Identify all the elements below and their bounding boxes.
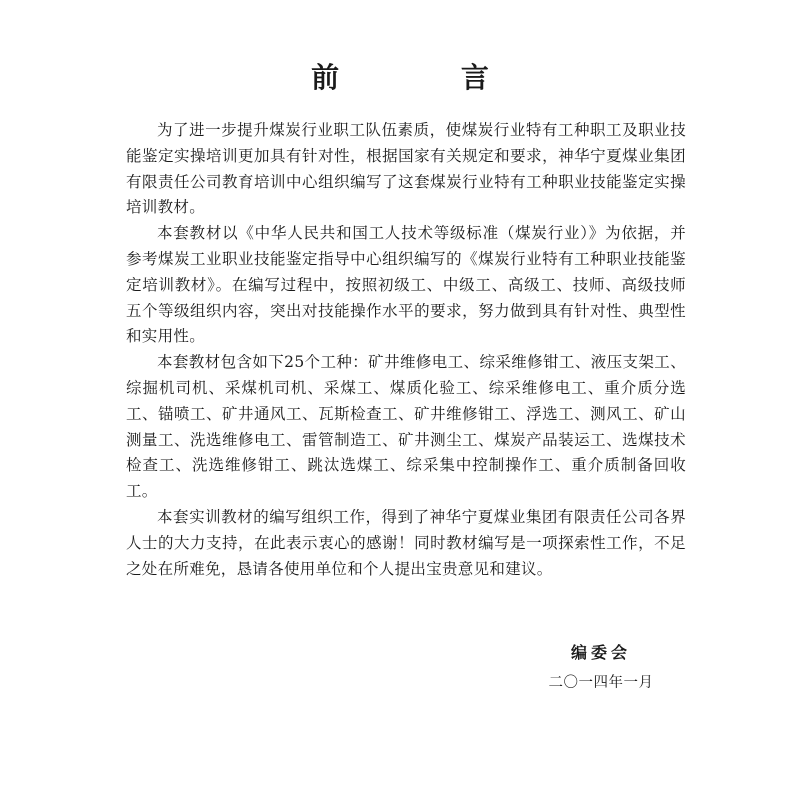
paragraph-2: 本套教材以《中华人民共和国工人技术等级标准（煤炭行业）》为依据，并参考煤炭工业职业技能鉴定指导中心组织编写的《煤炭行业特有工种职业技能鉴定培训教材》。在编写过程中，按照初级工、中级工、高级工、技师、高级技师五个等级组织内容，突出对技能操作水平的要求，努力做到具有针对性、典型性和实用性。 [126,224,686,346]
signature-block [536,640,666,694]
paragraph-3: 本套教材包含如下25个工种：矿井维修电工、综采维修钳工、液压支架工、综掘机司机、采煤机司机、采煤工、煤质化验工、综采维修电工、重介质分选工、锚喷工、矿井通风工、瓦斯检查工、矿井维修钳工、浮选工、测风工、矿山测量工、洗选维修电工、雷管制造工、矿井测尘工、煤炭产品装运工、选煤技术检查工、洗选维修钳工、跳汰选煤工、综采集中控制操作工、重介质制备回收工。 [126,353,686,501]
paragraph-4: 本套实训教材的编写组织工作，得到了神华宁夏煤业集团有限责任公司各界人士的大力支持，在此表示衷心的感谢！同时教材编写是一项探索性工作，不足之处在所难免，恳请各使用单位和个人提出宝贵意见和建议。 [126,507,686,578]
signature-org: 编委会 [570,643,631,662]
paragraph-1: 为了进一步提升煤炭行业职工队伍素质，使煤炭行业特有工种职工及职业技能鉴定实操培训更加具有针对性，根据国家有关规定和要求，神华宁夏煤业集团有限责任公司教育培训中心组织编写了这套煤炭行业特有工种职业技能鉴定实操培训教材。 [126,121,686,217]
preface-body [126,118,686,582]
signature-date: 二〇一四年一月 [548,675,654,691]
page-title: 前 言 [311,61,545,94]
